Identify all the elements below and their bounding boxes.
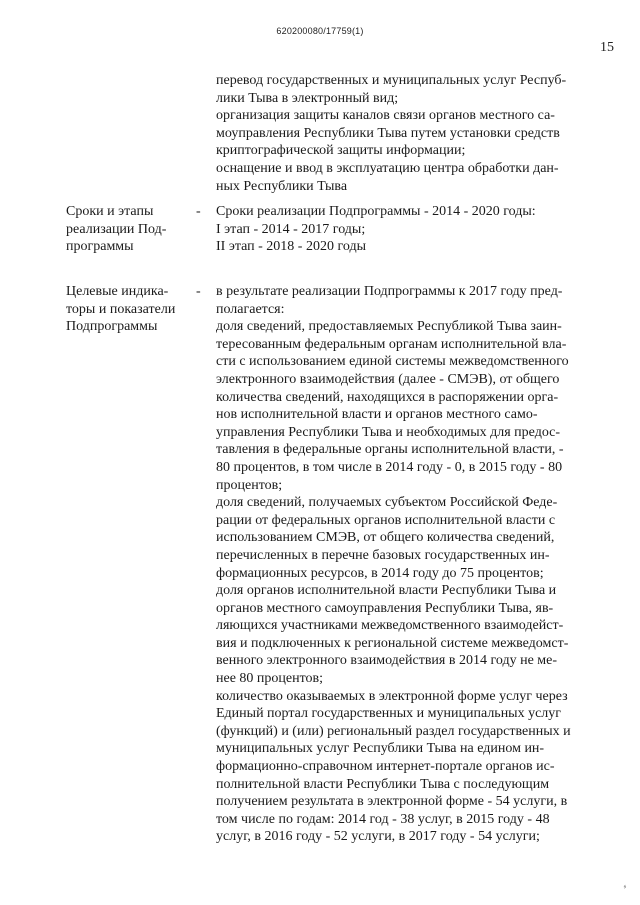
label-line: торы и показатели — [66, 301, 176, 317]
text-line: венного электронного взаимодействия в 2014 году не ме- — [216, 653, 558, 669]
text-line: ляющихся участниками межведомственного взаимодейст- — [216, 618, 564, 634]
text-line: муниципальных услуг Республики Тыва на едином ин- — [216, 741, 545, 757]
text-line: тересованным федеральным органам исполнительной вла- — [216, 336, 567, 352]
text-line: оснащение и ввод в эксплуатацию центра обработки дан- — [216, 160, 559, 176]
text-line: сти с использованием единой системы межведомственного — [216, 354, 569, 370]
text-line: лики Тыва в электронный вид; — [216, 90, 399, 106]
text-line: нее 80 процентов; — [216, 671, 324, 687]
text-line: том числе по годам: 2014 год - 38 услуг, в 2015 году - 48 — [216, 811, 550, 827]
text-line: организация защиты каналов связи органов местного са- — [216, 108, 555, 124]
text-line: рации от федеральных органов исполнительной власти с — [216, 512, 556, 528]
label-line: Целевые индика- — [66, 284, 169, 299]
text-line: (функций) и (или) региональный раздел государственных и — [216, 723, 571, 739]
text-line: Единый портал государственных и муниципальных услуг — [216, 706, 562, 722]
text-line: доля сведений, предоставляемых Республикой Тыва заин- — [216, 319, 562, 335]
text-line: ных Республики Тыва — [216, 178, 348, 194]
text-line: перевод государственных и муниципальных услуг Респуб- — [216, 73, 567, 88]
intro-text — [216, 72, 611, 195]
text-line: I этап - 2014 - 2017 годы; — [216, 221, 366, 237]
label-line: Сроки и этапы — [66, 204, 154, 219]
text-line: перечисленных в перечне базовых государственных ин- — [216, 547, 550, 563]
text-line: II этап - 2018 - 2020 годы — [216, 239, 366, 255]
text-line: нов исполнительной власти и органов местного само- — [216, 407, 538, 423]
text-line: тавления в федеральные органы исполнительной власти, - — [216, 442, 564, 458]
label-line: реализации Под- — [66, 221, 167, 237]
text-line: количество оказываемых в электронной форме услуг через — [216, 688, 568, 704]
page-number: 15 — [600, 40, 614, 55]
text-line: 80 процентов, в том числе в 2014 году - 0, в 2015 году - 80 — [216, 459, 563, 475]
text-line: доля органов исполнительной власти Республики Тыва и — [216, 583, 557, 599]
text-line: формационно-справочном интернет-портале органов ис- — [216, 759, 555, 775]
separator-dash: - — [196, 204, 201, 219]
section-label — [66, 203, 194, 256]
text-line: услуг, в 2016 году - 52 услуги, в 2017 году - 54 услуги; — [216, 829, 540, 845]
text-line: вия и подключенных к региональной системе межведомст- — [216, 635, 569, 651]
section-content — [216, 203, 611, 256]
text-line: полнительной власти Республики Тыва с последующим — [216, 776, 550, 792]
section-content — [216, 283, 611, 846]
text-line: доля сведений, получаемых субъектом Российской Феде- — [216, 495, 558, 511]
text-line: моуправления Республики Тыва путем установки средств — [216, 125, 560, 141]
label-line: Подпрограммы — [66, 319, 158, 335]
text-line: получением результата в электронной форме - 54 услуги, в — [216, 794, 568, 810]
text-line: использованием СМЭВ, от общего количества сведений, — [216, 530, 555, 546]
corner-scan-mark: ⸗ — [620, 880, 629, 892]
separator-dash: - — [196, 284, 201, 299]
text-line: полагается: — [216, 301, 285, 317]
text-line: органов местного самоуправления Республики Тыва, яв- — [216, 600, 554, 616]
text-line: количества сведений, находящихся в распоряжении орга- — [216, 389, 559, 405]
section-label — [66, 283, 194, 336]
text-line: криптографической защиты информации; — [216, 143, 466, 159]
document-code: 620200080/17759(1) — [276, 26, 364, 36]
text-line: формационных ресурсов, в 2014 году до 75 процентов; — [216, 565, 544, 581]
text-line: управления Республики Тыва и необходимых для предос- — [216, 424, 561, 440]
text-line: процентов; — [216, 477, 283, 493]
text-line: Сроки реализации Подпрограммы - 2014 - 2020 годы: — [216, 204, 536, 219]
text-line: электронного взаимодействия (далее - СМЭВ), от общего — [216, 371, 560, 387]
label-line: программы — [66, 239, 134, 255]
text-line: в результате реализации Подпрограммы к 2017 году пред- — [216, 284, 563, 299]
